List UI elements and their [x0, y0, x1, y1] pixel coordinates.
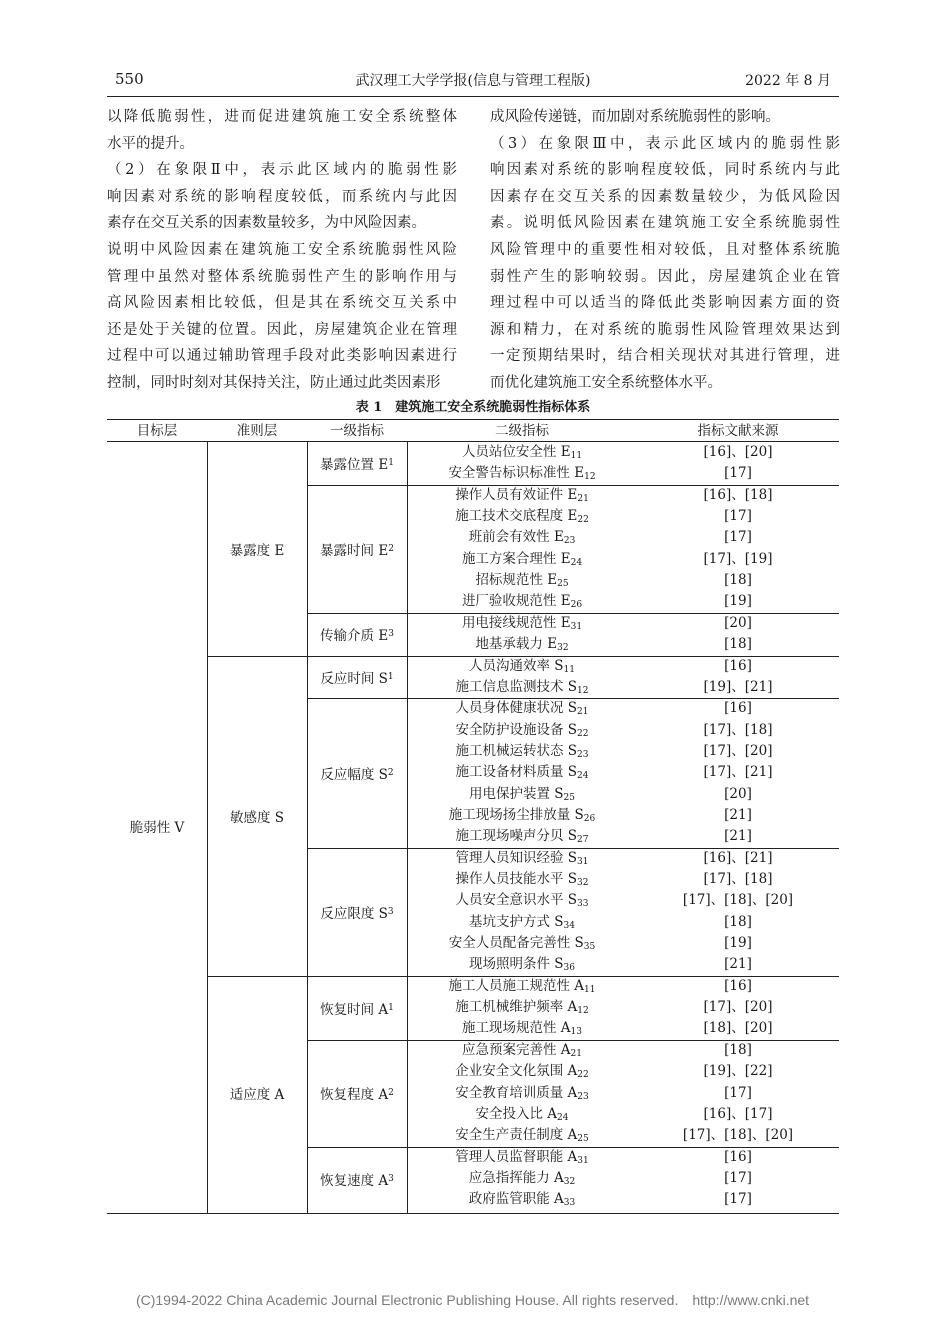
page-header [107, 68, 839, 94]
text-line: 成风险传递链，而加剧对系统脆弱性的影响。 [490, 109, 780, 125]
level2-subscript: 22 [577, 1070, 589, 1081]
level2-cell [407, 1040, 637, 1061]
level2-cell [407, 805, 637, 826]
level1-subscript: 3 [388, 1173, 394, 1184]
issue-date: 2022 年 8 月 [745, 73, 831, 89]
level2-subscript: 22 [577, 728, 589, 739]
level2-text: 安全投入比 A [475, 1105, 558, 1122]
level2-text: 安全防护设施设备 S [455, 721, 578, 738]
level2-subscript: 24 [557, 1112, 569, 1123]
level2-text: 政府监管职能 A [468, 1191, 564, 1208]
level2-cell [407, 442, 637, 463]
level2-subscript: 35 [583, 942, 596, 953]
text-line: 风险管理中的重要性相对较低，且对整体系统脆 [490, 241, 840, 258]
source-cell: [16]、[17] [703, 1105, 773, 1122]
source-cell: [16] [724, 977, 752, 994]
source-cell: [19] [724, 593, 752, 610]
level2-text: 操作人员技能水平 S [455, 871, 578, 887]
source-cell: [16]、[20] [703, 444, 773, 460]
level2-cell [407, 954, 637, 975]
level1-subscript: 1 [388, 1002, 394, 1013]
level2-subscript: 31 [570, 621, 583, 632]
level2-cell [407, 741, 637, 762]
level2-subscript: 27 [577, 835, 589, 846]
level2-cell [407, 997, 637, 1018]
level2-text: 人员沟通效率 S [469, 657, 564, 674]
level1-text: 传输介质 E [320, 628, 389, 645]
header-target: 目标层 [136, 423, 178, 439]
level2-text: 管理人员知识经验 S [455, 849, 578, 866]
level2-text: 用电保护装置 S [469, 785, 564, 802]
level2-cell [407, 890, 637, 911]
source-cell: [17]、[18]、[20] [682, 1127, 794, 1144]
level2-subscript: 26 [570, 600, 583, 611]
level2-text: 施工设备材料质量 S [455, 764, 578, 781]
level2-subscript: 32 [577, 878, 589, 888]
level2-subscript: 33 [577, 899, 589, 910]
level2-cell [407, 1168, 637, 1189]
source-cell: [17]、[21] [703, 764, 773, 781]
level1-cell [307, 1040, 407, 1147]
level1-cell [307, 698, 407, 847]
level2-text: 施工机械维护频率 A [455, 999, 578, 1016]
level2-cell [407, 933, 637, 954]
level2-text: 安全人员配备完善性 S [448, 935, 584, 952]
level2-cell [407, 656, 637, 677]
source-cell: [18]、[20] [703, 1020, 773, 1037]
level2-text: 施工人员施工规范性 A [448, 977, 585, 994]
level2-subscript: 34 [563, 920, 575, 931]
source-cell: [17] [724, 508, 752, 525]
source-cell: [18] [724, 913, 752, 930]
level2-subscript: 36 [563, 963, 575, 974]
text-line: （3）在象限Ⅲ中，表示此区域内的脆弱性影 [490, 135, 840, 152]
level2-subscript: 21 [577, 707, 589, 718]
level2-subscript: 32 [557, 643, 569, 654]
header-rule [107, 96, 839, 97]
text-line: 过程中可以通过辅助管理手段对此类影响因素进行 [107, 348, 457, 365]
level2-text: 施工方案合理性 E [461, 550, 571, 567]
level2-cell [407, 591, 637, 612]
level1-subscript: 1 [388, 458, 394, 469]
criteria-cell: 敏感度 S [229, 809, 285, 826]
text-line: 还是处于关键的位置。因此，房屋建筑企业在管理 [107, 321, 457, 338]
level2-subscript: 26 [583, 813, 596, 824]
source-cell: [17] [724, 1084, 752, 1101]
source-cell: [17] [724, 529, 752, 546]
level1-text: 恢复速度 A [320, 1172, 389, 1189]
level2-subscript: 11 [563, 664, 575, 675]
source-cell: [21] [724, 828, 752, 845]
level2-cell [407, 634, 637, 655]
level2-cell [407, 677, 637, 698]
header-source: 指标文献来源 [697, 423, 779, 439]
level2-cell [407, 549, 637, 570]
criteria-cell: 适应度 A [229, 1087, 285, 1104]
source-cell: [17]、[18] [703, 871, 773, 887]
source-cell: [17] [724, 1191, 752, 1208]
level2-text: 人员身体健康状况 S [455, 700, 578, 717]
level2-text: 用电接线规范性 E [461, 614, 571, 631]
source-cell: [16] [724, 1148, 752, 1165]
level2-subscript: 23 [577, 749, 589, 760]
level1-cell [307, 848, 407, 976]
text-line: 高风险因素相比较低，但是其在系统交互关系中 [107, 295, 457, 312]
level2-text: 招标规范性 E [475, 572, 558, 589]
level2-cell [407, 463, 637, 484]
level2-text: 班前会有效性 E [468, 529, 564, 546]
level2-subscript: 25 [577, 1134, 589, 1145]
level2-subscript: 13 [570, 1027, 582, 1038]
text-line: 因素存在交互关系的因素数量较少，为低风险因 [490, 188, 840, 205]
text-line: 响因素对系统的影响程度较低，而系统内与此因 [107, 188, 457, 205]
source-cell: [21] [724, 806, 752, 823]
text-line: 水平的提升。 [107, 135, 194, 152]
level2-subscript: 25 [563, 792, 575, 803]
level2-text: 企业安全文化氛围 A [455, 1063, 578, 1080]
level2-subscript: 12 [577, 685, 589, 696]
level2-text: 基坑支护方式 S [469, 913, 564, 930]
level1-cell [307, 613, 407, 656]
level2-text: 施工现场噪声分贝 S [455, 828, 578, 845]
level2-cell [407, 869, 637, 890]
level2-text: 管理人员监督职能 A [455, 1148, 578, 1165]
copyright-footer: (C)1994-2022 China Academic Journal Electronic Publishing House. All rights reserved. http://www.cnki.net [135, 1292, 810, 1308]
source-cell: [17]、[20] [703, 999, 773, 1016]
text-line: 管理中虽然对整体系统脆弱性产生的影响作用与 [107, 268, 457, 285]
source-cell: [19] [724, 935, 752, 952]
level2-subscript: 11 [570, 451, 583, 461]
level2-cell [407, 485, 637, 506]
level2-text: 施工现场扬尘排放量 S [448, 806, 584, 823]
level1-cell [307, 656, 407, 699]
source-cell: [16]、[21] [703, 849, 773, 866]
text-line: （2）在象限Ⅱ中，表示此区域内的脆弱性影 [107, 162, 457, 179]
level2-subscript: 24 [570, 557, 583, 568]
level1-subscript: 3 [388, 629, 394, 640]
level2-text: 人员站位安全性 E [461, 444, 571, 460]
journal-title: 武汉理工大学学报(信息与管理工程版) [355, 73, 591, 89]
text-line: 素。说明低风险因素在建筑施工安全系统脆弱性 [490, 215, 840, 232]
level1-text: 反应限度 S [320, 905, 388, 922]
level1-subscript: 1 [387, 671, 394, 682]
level2-text: 施工技术交底程度 E [455, 508, 578, 525]
source-cell: [18] [724, 1041, 752, 1058]
source-cell: [16] [724, 657, 752, 674]
text-line: 一定预期结果时，结合相关现状对其进行管理，进 [490, 348, 840, 365]
source-cell: [17]、[18]、[20] [682, 892, 794, 909]
table-top-rule [107, 419, 839, 420]
level2-cell [407, 1147, 637, 1168]
source-cell: [17]、[18] [703, 721, 773, 738]
level2-subscript: 21 [570, 1048, 582, 1059]
level2-cell [407, 762, 637, 783]
level2-cell [407, 1061, 637, 1082]
level1-subscript: 2 [388, 543, 394, 554]
level2-subscript: 11 [584, 984, 596, 995]
level2-cell [407, 570, 637, 591]
level2-text: 进厂验收规范性 E [461, 593, 571, 610]
level2-subscript: 22 [577, 515, 589, 526]
source-cell: [18] [724, 572, 752, 589]
table-rule [407, 442, 408, 1213]
source-cell: [19]、[21] [703, 678, 773, 695]
source-cell: [17] [724, 1169, 752, 1186]
text-line: 响因素对系统的影响程度较低，同时系统内与此 [490, 162, 840, 179]
level2-text: 安全警告标识标准性 E [448, 465, 585, 482]
level2-cell [407, 506, 637, 527]
page-number: 550 [115, 70, 144, 88]
text-line: 以降低脆弱性，进而促进建筑施工安全系统整体 [107, 109, 457, 125]
level2-cell [407, 912, 637, 933]
level2-cell [407, 1083, 637, 1104]
level2-subscript: 32 [563, 1176, 576, 1187]
level2-subscript: 31 [577, 856, 589, 867]
level2-cell [407, 848, 637, 869]
level2-text: 施工机械运转状态 S [455, 742, 578, 759]
level1-cell [307, 485, 407, 613]
source-cell: [17]、[19] [703, 550, 773, 567]
level2-cell [407, 826, 637, 847]
source-cell: [20] [724, 785, 752, 802]
level1-text: 恢复程度 A [320, 1087, 389, 1104]
level2-text: 安全教育培训质量 A [455, 1084, 578, 1101]
text-line: 理过程中可以适当的降低此类影响因素方面的资 [490, 295, 840, 312]
level2-subscript: 24 [577, 771, 589, 782]
level1-subscript: 2 [387, 767, 394, 778]
level1-text: 暴露位置 E [320, 457, 389, 474]
level1-cell [307, 976, 407, 1040]
level2-cell [407, 976, 637, 997]
level2-subscript: 23 [577, 1091, 589, 1102]
text-line: 源和精力，在对系统的脆弱性风险管理效果达到 [490, 321, 840, 338]
level2-subscript: 33 [563, 1198, 576, 1209]
target-layer-cell: 脆弱性 V [129, 820, 185, 837]
level2-text: 地基承载力 E [475, 636, 558, 653]
level1-text: 反应时间 S [320, 670, 388, 687]
header-level1: 一级指标 [330, 423, 384, 439]
source-cell: [20] [724, 614, 752, 631]
level2-subscript: 31 [577, 1155, 589, 1166]
level2-text: 应急指挥能力 A [468, 1169, 564, 1186]
source-cell: [18] [724, 636, 752, 653]
level2-text: 人员安全意识水平 S [455, 892, 578, 909]
source-cell: [21] [724, 956, 752, 973]
table-caption: 表 1 建筑施工安全系统脆弱性指标体系 [355, 400, 591, 415]
level1-text: 恢复时间 A [320, 1001, 389, 1018]
level2-cell [407, 527, 637, 548]
level2-cell [407, 1189, 637, 1210]
level2-cell [407, 784, 637, 805]
source-cell: [16]、[18] [703, 486, 773, 503]
level2-text: 施工现场规范性 A [462, 1020, 571, 1037]
level2-text: 安全生产责任制度 A [455, 1127, 578, 1144]
text-line: 弱性产生的影响较弱。因此，房屋建筑企业在管 [490, 268, 840, 285]
level1-cell [307, 1147, 407, 1211]
level2-text: 应急预案完善性 A [462, 1041, 571, 1058]
level2-text: 施工信息监测技术 S [455, 678, 578, 695]
level2-cell [407, 1018, 637, 1039]
level2-cell [407, 1125, 637, 1146]
source-cell: [19]、[22] [703, 1063, 773, 1080]
source-cell: [16] [724, 700, 752, 717]
level2-subscript: 12 [577, 1006, 589, 1017]
table-rule [307, 442, 308, 1213]
criteria-cell: 暴露度 E [229, 542, 285, 559]
level2-subscript: 12 [584, 472, 596, 483]
table-bottom-rule [107, 1213, 839, 1214]
text-line: 控制，同时时刻对其保持关注，防止通过此类因素形 [107, 374, 441, 391]
level2-subscript: 25 [557, 579, 569, 590]
level1-cell [307, 442, 407, 485]
left-text-column [107, 104, 457, 397]
level2-subscript: 23 [563, 536, 576, 547]
table-header [107, 421, 839, 442]
header-level2: 二级指标 [495, 423, 549, 439]
level2-cell [407, 613, 637, 634]
level1-subscript: 2 [388, 1088, 394, 1099]
source-cell: [17]、[20] [703, 742, 773, 759]
header-criteria: 准则层 [236, 423, 278, 439]
text-line: 而优化建筑施工安全系统整体水平。 [490, 374, 722, 391]
level2-cell [407, 720, 637, 741]
text-line: 说明中风险因素在建筑施工安全系统脆弱性风险 [107, 241, 457, 258]
source-cell: [17] [724, 465, 752, 482]
level1-text: 暴露时间 E [320, 542, 389, 559]
level1-text: 反应幅度 S [320, 766, 388, 783]
level2-cell [407, 698, 637, 719]
right-text-column [490, 104, 840, 397]
level2-cell [407, 1104, 637, 1125]
text-line: 素存在交互关系的因素数量较多，为中风险因素。 [107, 215, 426, 232]
level1-subscript: 3 [387, 906, 394, 917]
level2-text: 操作人员有效证件 E [455, 486, 578, 503]
level2-subscript: 21 [577, 493, 589, 504]
level2-text: 现场照明条件 S [469, 956, 564, 973]
table-rule [207, 442, 208, 1213]
